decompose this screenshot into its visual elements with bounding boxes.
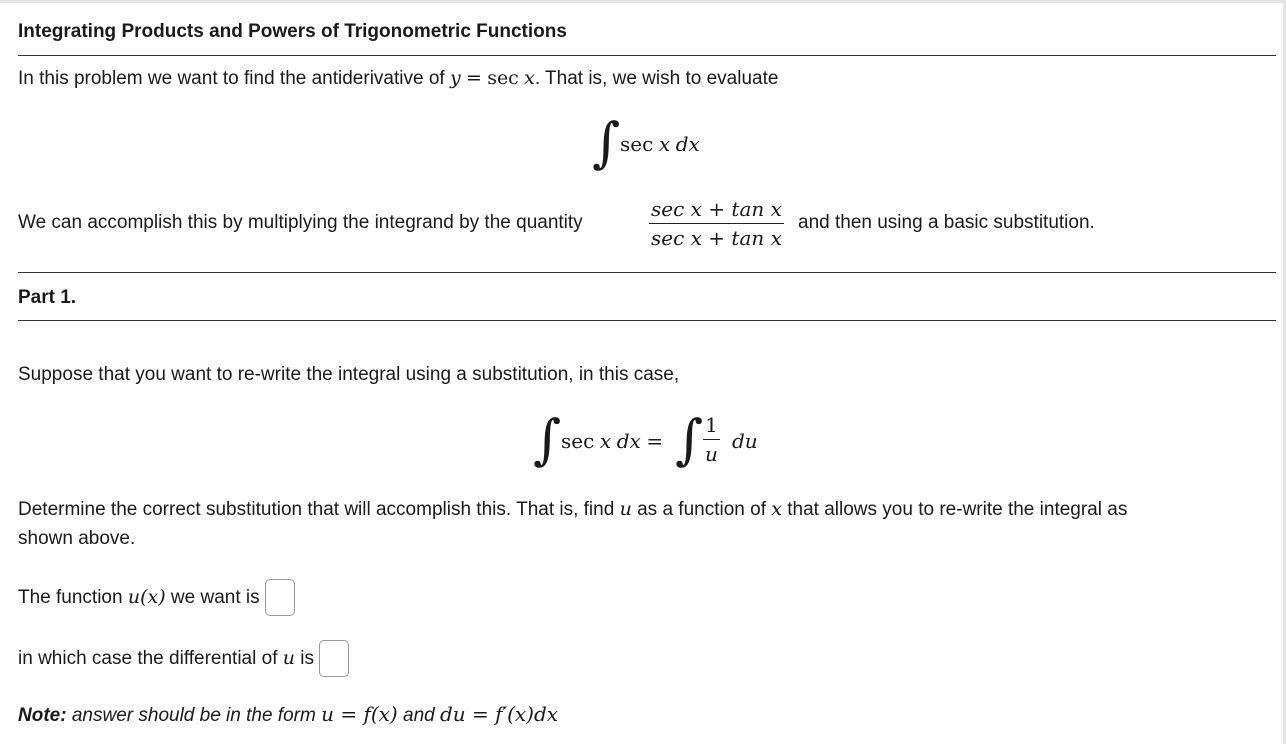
determine-line1 (18, 498, 1127, 521)
q1-after: we want is (170, 587, 260, 608)
integral-sign: ∫ (592, 111, 621, 174)
fraction-denominator: sec x + tan x (651, 226, 782, 250)
fraction (649, 197, 784, 250)
note-eq2: du = f′(x)dx (440, 702, 559, 726)
u-answer-input[interactable] (265, 579, 295, 616)
note-eq1: u = f(x) (321, 702, 398, 726)
q1-before: The function (18, 587, 123, 608)
determine-a: Determine the correct substitution that will accomplish this. That is, find (18, 499, 615, 520)
divider (18, 55, 1276, 56)
intro-after: . That is, we wish to evaluate (534, 68, 779, 89)
question-1 (18, 577, 295, 617)
multiply-after: and then using a basic substitution. (798, 212, 1095, 233)
note-text: answer should be in the form (71, 705, 316, 726)
part-heading: Part 1. (18, 287, 77, 308)
integrand-dx: dx (675, 132, 700, 156)
fraction-numerator: 1 (705, 413, 718, 437)
math-y: y (449, 67, 461, 89)
determine-b: as a function of (637, 499, 766, 520)
suppose-text: Suppose that you want to re-write the integral using a substitution, in this case, (18, 364, 680, 385)
fraction (703, 413, 720, 466)
determine-line2: shown above. (18, 528, 136, 549)
integral-sign-rhs: ∫ (675, 408, 704, 471)
math-u: u (619, 498, 632, 520)
lhs-x: x (599, 429, 612, 453)
lhs-sec: sec (561, 429, 595, 453)
rhs-du: du (732, 429, 758, 453)
integrand-sec: sec (620, 132, 654, 156)
math-sec: sec (487, 67, 519, 89)
integrand (620, 132, 700, 157)
divider (18, 320, 1276, 321)
divider (18, 272, 1276, 273)
equals-sign: = (646, 429, 664, 453)
question-2 (18, 638, 349, 678)
rhs-fraction (703, 413, 720, 466)
du-answer-input[interactable] (319, 640, 349, 677)
math-x: x (524, 67, 535, 89)
fraction-bar (649, 223, 784, 224)
note-and: and (403, 705, 435, 726)
math-u-of-x: u(x) (127, 586, 166, 608)
integral-sign: ∫ (533, 408, 562, 471)
substitution-equation (533, 408, 773, 475)
math-u: u (282, 647, 295, 669)
multiply-before: We can accomplish this by multiplying the integrand by the quantity (18, 212, 583, 233)
integrand-x: x (658, 132, 671, 156)
note-label: Note: (18, 705, 67, 726)
section-title: Integrating Products and Powers of Trigonometric Functions (18, 21, 567, 42)
math-eq: = (465, 67, 482, 89)
note (18, 702, 558, 727)
q2-after: is (300, 648, 315, 669)
intro-text (18, 67, 778, 90)
determine-c: that allows you to re-write the integral as (787, 499, 1128, 520)
fraction-numerator: sec x + tan x (651, 197, 782, 221)
q2-before: in which case the differential of (18, 648, 278, 669)
lhs-integrand (561, 429, 663, 454)
intro-before: In this problem we want to find the antiderivative of (18, 68, 445, 89)
math-x: x (771, 498, 782, 520)
fraction-bar (703, 439, 720, 440)
fraction-denominator: u (705, 442, 718, 466)
lhs-dx: dx (616, 429, 641, 453)
quantity-fraction (649, 197, 784, 250)
